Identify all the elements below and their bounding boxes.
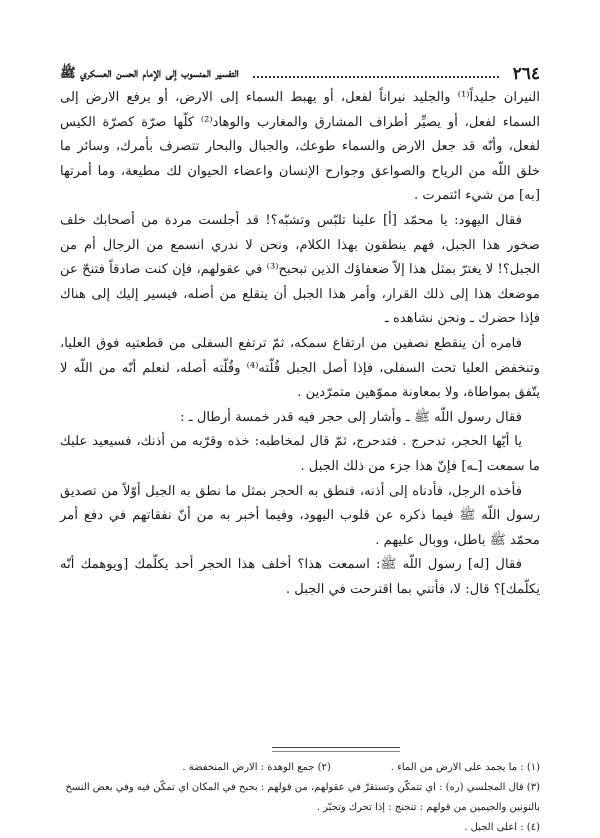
footnotes	[60, 758, 540, 838]
paragraph-3: فامره أن ينقطع نصفين من ارتفاع سمكه، ثمّ ترتفع السفلى من قطعتيه فوق العليا، وتنخفض العليا تحت السفلى، فإذا أصل الجبل قُلّته⁽⁴⁾ وقُلّته أصله، لنعلم أنّه من اللّه لا يتّفق بمواطاة، ولا بمعاونة مموّهين متمرّدين .	[60, 335, 540, 401]
footnote-row	[60, 758, 540, 778]
header-dotted-rule	[253, 76, 499, 78]
running-title: التفسير المنسوب إلى الإمام الحسن العسكري ﷺ	[60, 66, 239, 81]
footnote-2: (٢) جمع الوهدة : الارض المنخفضة .	[182, 762, 331, 773]
paragraph-1: النيران جليداً⁽¹⁾ والجليد نيراناً لفعل، أو يهبط السماء إلى الارض، أو يرفع الارض إلى السماء لفعل، أو يصيِّر أطراف المشارق والمغارب والوهاد⁽²⁾ كلّها صرّة كصرّة الكيس لفعل، وأنّه قد جعل الارض والسماء طوعك، والجبال والبحار تتصرف بأمرك، وسائر ما خلق اللّه من الرياح والصواعق وجوارح الإنسان واعضاء الحيوان لك مطيعة، وما أمرتها [به] من شيء ائتمرت .	[60, 90, 540, 204]
footnote-1: (١) : ما يجمد على الارض من الماء .	[390, 762, 540, 773]
paragraph-4: فقال رسول اللّه ﷺ ـ وأشار إلى حجر فيه قدر خمسة أرطال ـ :	[180, 409, 522, 425]
paragraph-2: فقال اليهود: يا محمّد [أ] علينا تلبّس وتشبّه؟! قد أجلست مردة من أصحابك خلف صخور هذا الجبل، فهم ينطقون بهذا الكلام، ونحن لا ندري انسمع من الرجال أم من الجبل؟! لا يغترّ بمثل هذا إلاّ ضعفاؤك الذين تبحبح⁽³⁾ في عقولهم، فإن كنت صادقاً فتنحّ عن موضعك هذا إلى ذلك القرار، وأمر هذا الجبل أن ينقلع من أصله، فيسير إليك إلى هناك فإذا حضرك ـ ونحن نشاهده ـ	[60, 212, 541, 327]
paragraph-7: فقال [له] رسول اللّه ﷺ: اسمعت هذا؟ أخلف هذا الحجر أحد يكلّمك [ويوهمك أنّه يكلّمك]؟ قال: لا، فأتني بما اقترحت في الجبل .	[60, 557, 540, 597]
footnote-separator	[272, 747, 400, 748]
paragraph-5: يا أيّها الحجر، تدحرج . فتدحرج، ثمّ قال لمخاطبه: خذه وقرّبه من أذنك، فسيعيد عليك ما سمعت [ـه] فإنّ هذا جزء من ذلك الجبل .	[60, 434, 540, 474]
page-header	[60, 62, 540, 84]
footnote-separator-secondary	[272, 751, 400, 752]
body-text	[60, 86, 540, 602]
paragraph-6: فأخذه الرجل، فأدناه إلى أذنه، فنطق به الحجر بمثل ما نطق به الجبل أوّلاً من تصديق رسول اللّه ﷺ فيما ذكره عن قلوب اليهود، وفيما أخبر به من أنّ نفقاتهم في دفع أمر محمّد ﷺ باطل، ووبال عليهم .	[60, 483, 540, 548]
page-number: ٢٦٤	[512, 64, 540, 84]
footnote-4: (٤) : اعلى الجبل .	[464, 822, 540, 833]
footnote-3: (٣) قال المجلسي (ره) : اي تتمكّن وتستقرّ في عقولهم، من قولهم : بحبح في المكان اي تمكّن فيه وفي بعض النسخ بالنونين والجيمين من قولهم : تنجنج : إذا تحرك وتجبّر .	[65, 782, 540, 813]
